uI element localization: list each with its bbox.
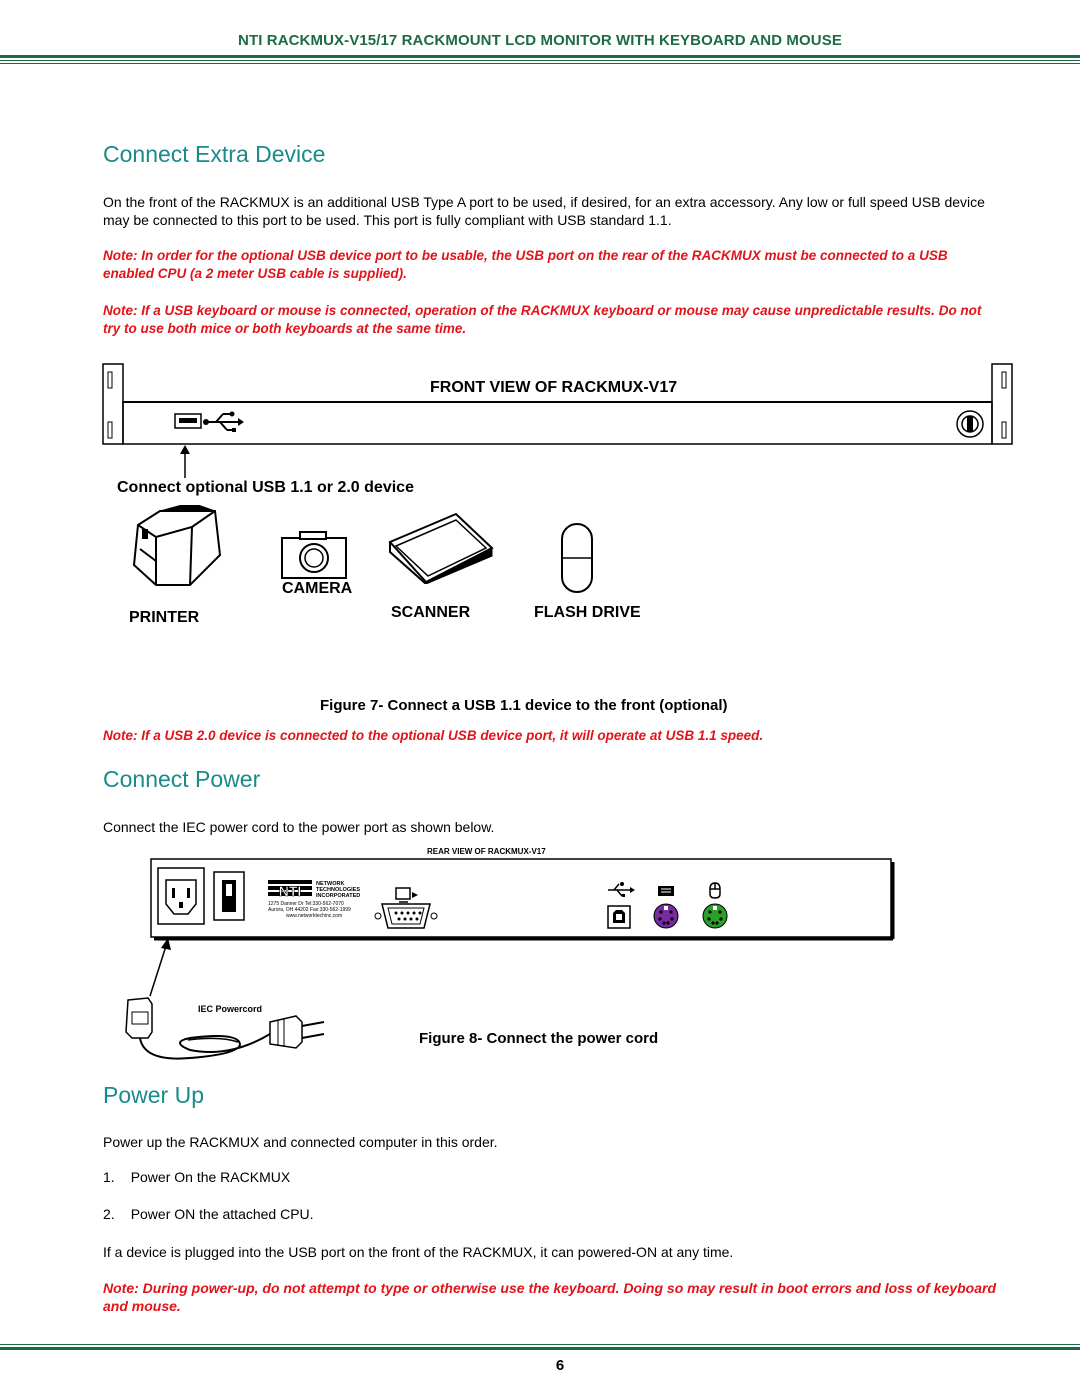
front-panel-body — [123, 402, 992, 444]
flash-drive-label: FLASH DRIVE — [534, 604, 641, 621]
mouse-icon — [710, 883, 720, 898]
heading-power-up: Power Up — [103, 1082, 204, 1108]
keyboard-icon — [658, 886, 674, 896]
figure7-caption: Figure 7- Connect a USB 1.1 device to the front (optional) — [320, 697, 728, 714]
flash-drive-icon — [560, 522, 594, 594]
note-usb-port-rear: Note: In order for the optional USB device port to be usable, the USB port on the rear of the RACKMUX must be connected to a USB enabled CPU (a 2 meter USB cable is supplied). — [103, 248, 948, 281]
list-item: 1. Power On the RACKMUX — [103, 1169, 291, 1185]
camera-label: CAMERA — [282, 580, 353, 597]
camera-icon — [280, 530, 348, 580]
arrow-power-icon — [144, 938, 174, 998]
front-panel-diagram — [100, 362, 1020, 452]
figure8-caption: Figure 8- Connect the power cord — [419, 1030, 659, 1047]
heading-connect-power: Connect Power — [103, 766, 261, 792]
rear-view-title: REAR VIEW OF RACKMUX-V17 — [427, 847, 546, 856]
iec-powercord-label: IEC Powercord — [198, 1004, 263, 1014]
rear-panel-diagram — [150, 858, 896, 942]
printer-icon — [120, 505, 230, 593]
nti-address-text: 1275 Danner Dr Tel:330-562-7070 Aurora, OH 44202 Fax:330-562-1999 www.networktechinc.com — [268, 901, 351, 919]
printer-label: PRINTER — [129, 609, 200, 626]
heading-connect-extra-device: Connect Extra Device — [103, 141, 326, 167]
ps2-keyboard-port — [654, 904, 678, 928]
paragraph-power-up-usb: If a device is plugged into the USB port on the front of the RACKMUX, it can powered-ON at any time. — [103, 1244, 734, 1260]
list-item: 2. Power ON the attached CPU. — [103, 1206, 314, 1222]
header-rule-thick — [0, 55, 1080, 58]
running-header: NTI RACKMUX-V15/17 RACKMOUNT LCD MONITOR WITH KEYBOARD AND MOUSE — [238, 32, 842, 49]
note-keyboard-mouse: Note: If a USB keyboard or mouse is connected, operation of the RACKMUX keyboard or mouse may cause unpredictable results. Do not try to use both mice or both keyboards at the same time. — [103, 303, 982, 336]
rack-ear-slot-right-top — [1002, 372, 1006, 388]
footer-rule-thick — [0, 1347, 1080, 1350]
paragraph-connect-power: Connect the IEC power cord to the power port as shown below. — [103, 819, 495, 835]
paragraph-power-up-intro: Power up the RACKMUX and connected computer in this order. — [103, 1134, 498, 1150]
paragraph-extra-device: On the front of the RACKMUX is an additional USB Type A port to be used, if desired, for an extra accessory. Any low or full speed USB device may be connected to this port to be used. This port is fully compliant with USB standard 1.1. — [103, 194, 985, 228]
arrow-up-icon — [176, 444, 196, 480]
page-number: 6 — [555, 1357, 565, 1374]
ps2-mouse-port — [703, 904, 727, 928]
rack-ear-left — [103, 364, 123, 444]
header-rule-thin-2 — [0, 63, 1080, 64]
note-usb2-speed: Note: If a USB 2.0 device is connected to the optional USB device port, it will operate at USB 1.1 speed. — [103, 728, 764, 743]
usb-icon — [203, 412, 244, 433]
header-rule-thin — [0, 60, 1080, 61]
iec-socket-icon — [166, 880, 196, 914]
rack-ear-slot-right-bottom — [1002, 422, 1006, 438]
rear-panel-body — [151, 859, 891, 937]
note-power-up: Note: During power-up, do not attempt to type or otherwise use the keyboard. Doing so may result in boot errors and loss of keyboard and mouse. — [103, 1280, 996, 1314]
rack-ear-slot-left-bottom — [108, 422, 112, 438]
usb-type-b-port — [608, 906, 630, 928]
svg-text:NTI: NTI — [278, 883, 302, 899]
footer-rule-thin — [0, 1344, 1080, 1345]
scanner-label: SCANNER — [391, 604, 471, 621]
scanner-icon — [386, 512, 496, 584]
rack-ear-slot-left-top — [108, 372, 112, 388]
front-view-title: FRONT VIEW OF RACKMUX-V17 — [430, 379, 678, 396]
nti-logo-text: NETWORK TECHNOLOGIES INCORPORATED — [316, 881, 361, 899]
connect-optional-usb-label: Connect optional USB 1.1 or 2.0 device — [117, 479, 414, 496]
